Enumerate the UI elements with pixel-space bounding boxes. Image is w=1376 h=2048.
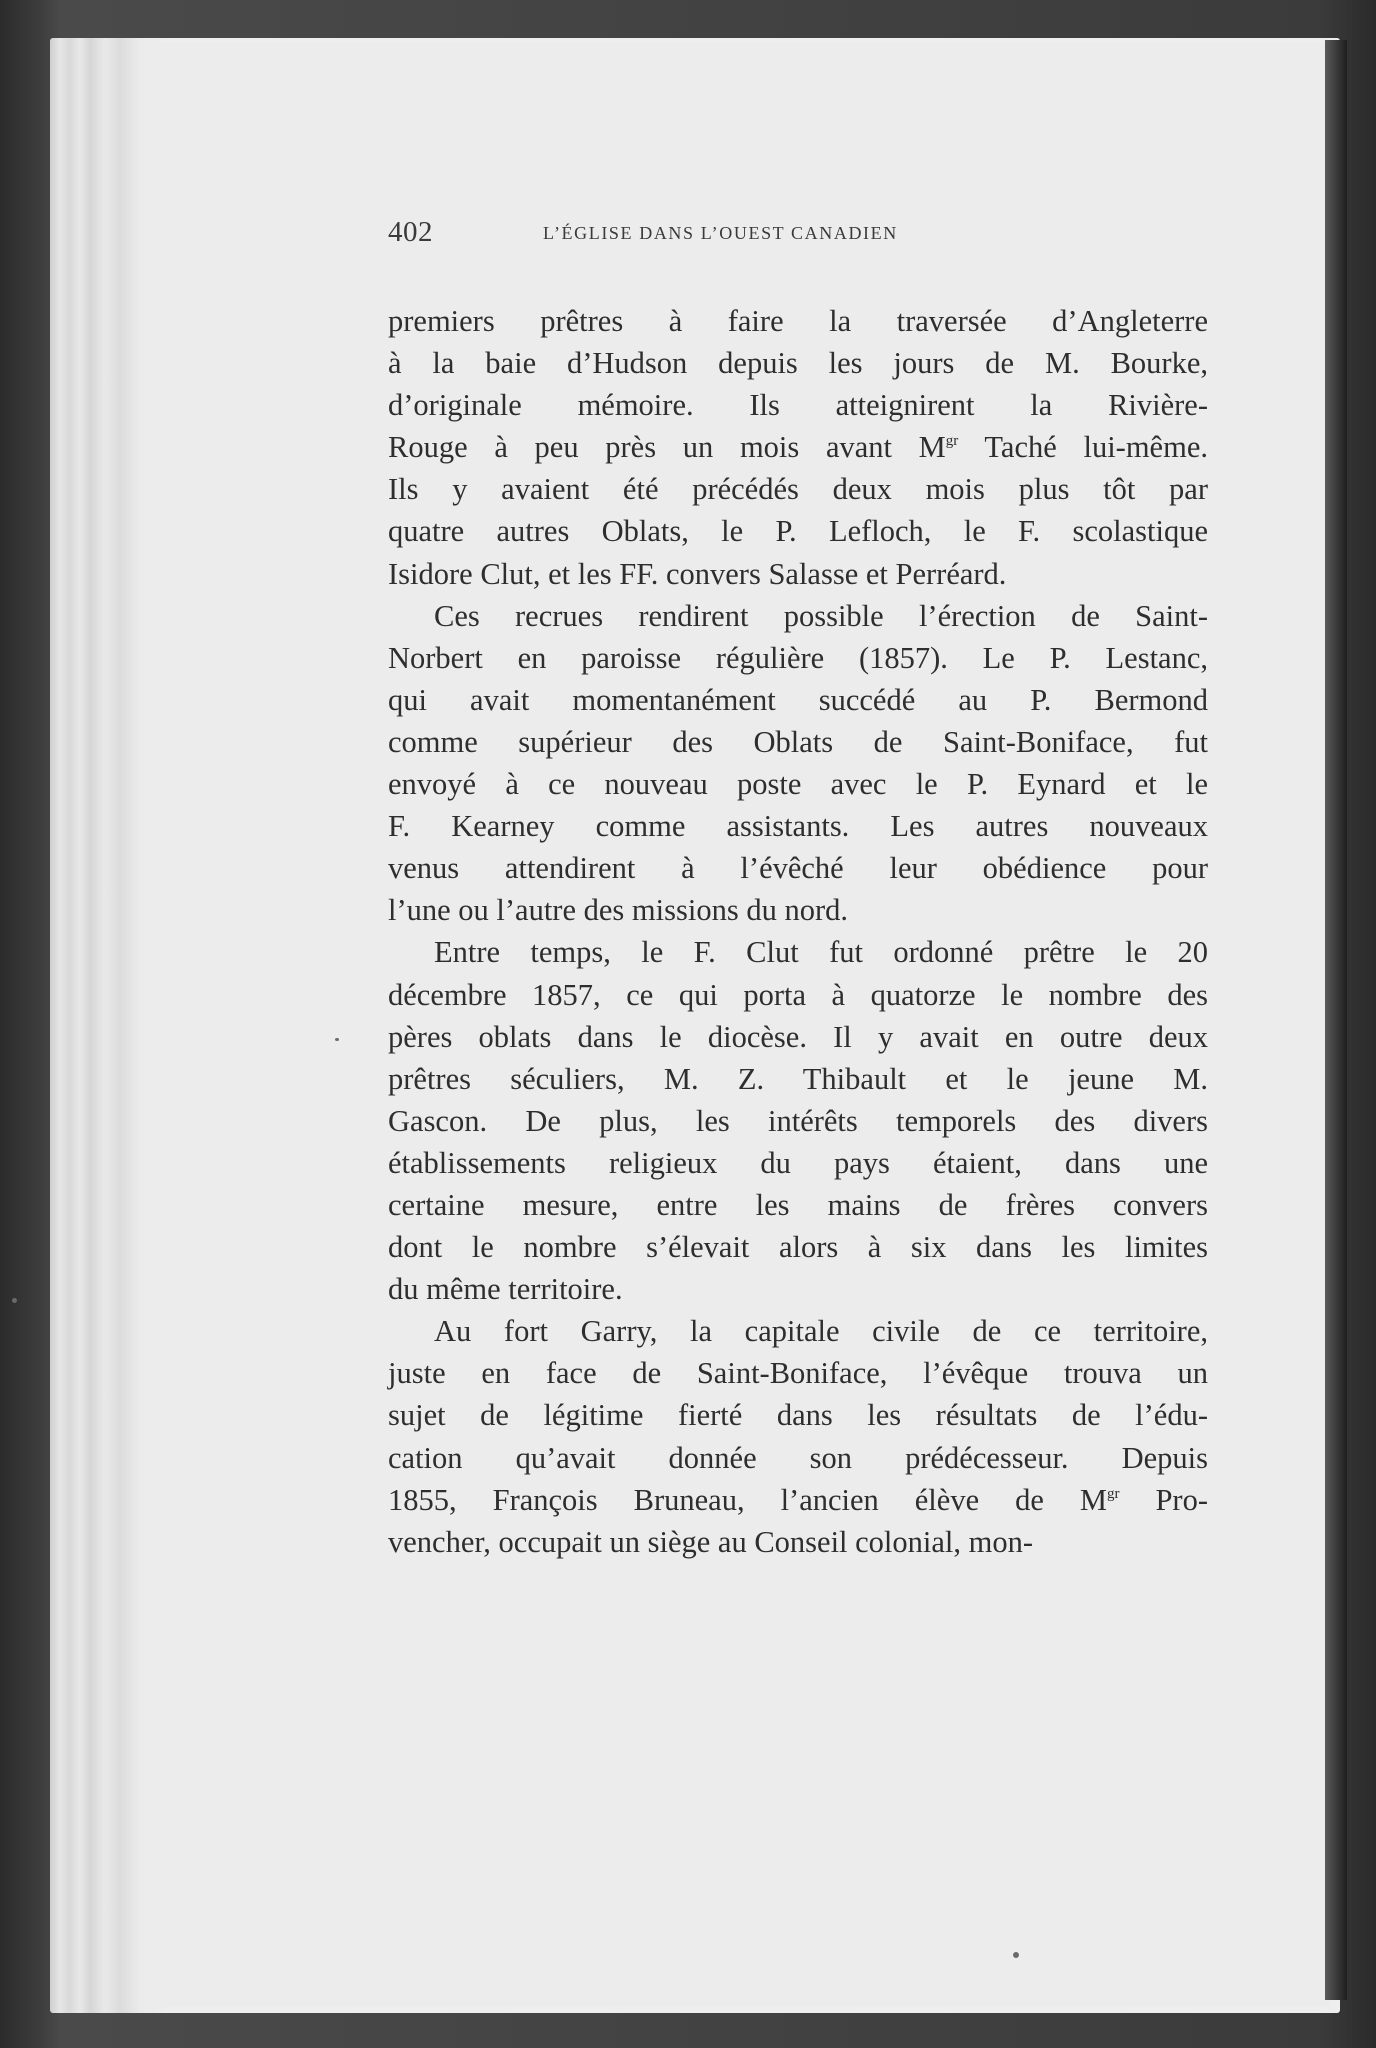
body-text	[388, 300, 1208, 1563]
text-line: décembre 1857, ce qui porta à quatorze le nombre des	[388, 977, 1208, 1012]
text-line: prêtres séculiers, M. Z. Thibault et le jeune M.	[388, 1061, 1208, 1096]
text-line: Isidore Clut, et les FF. convers Salasse et Perréard.	[388, 556, 1007, 591]
text-line: juste en face de Saint-Boniface, l’évêque trouva un	[388, 1356, 1208, 1391]
text-line: Rouge à peu près un mois avant $M^{gr}$ Taché lui-même.	[388, 430, 1208, 465]
dust-speck	[12, 1298, 17, 1303]
text-line: qui avait momentanément succédé au P. Bermond	[388, 682, 1208, 717]
page-number: 402	[388, 216, 433, 248]
text-line: F. Kearney comme assistants. Les autres nouveaux	[388, 809, 1208, 844]
text-line: dont le nombre s’élevait alors à six dans les limites	[388, 1230, 1208, 1265]
text-line: à la baie d’Hudson depuis les jours de M. Bourke,	[388, 346, 1208, 381]
text-line: Au fort Garry, la capitale civile de ce territoire,	[434, 1314, 1208, 1349]
text-line: cation qu’avait donnée son prédécesseur. Depuis	[388, 1440, 1208, 1475]
text-line: sujet de légitime fierté dans les résultats de l’édu-	[388, 1398, 1208, 1433]
text-line: du même territoire.	[388, 1272, 623, 1307]
text-line: Norbert en paroisse régulière (1857). Le P. Lestanc,	[388, 640, 1208, 675]
text-line: premiers prêtres à faire la traversée d’Angleterre	[388, 304, 1208, 338]
book-spine-shadow	[1325, 40, 1347, 2000]
text-line: certaine mesure, entre les mains de frères convers	[388, 1187, 1208, 1222]
text-line: Gascon. De plus, les intérêts temporels des divers	[388, 1103, 1208, 1138]
paragraph	[388, 595, 1208, 932]
running-header	[388, 216, 1078, 256]
text-line: Entre temps, le F. Clut fut ordonné prêtre le 20	[434, 935, 1208, 970]
text-line: quatre autres Oblats, le P. Lefloch, le F. scolastique	[388, 514, 1208, 549]
text-line: 1855, François Bruneau, l’ancien élève de $M^{gr}$ Pro-	[388, 1482, 1208, 1517]
paragraph	[388, 931, 1208, 1310]
dust-speck	[1013, 1952, 1019, 1958]
text-line: pères oblats dans le diocèse. Il y avait en outre deux	[388, 1019, 1208, 1054]
text-line: Ces recrues rendirent possible l’érection de Saint-	[434, 598, 1208, 633]
text-line: comme supérieur des Oblats de Saint-Boniface, fut	[388, 724, 1208, 759]
text-line: l’une ou l’autre des missions du nord.	[388, 893, 848, 928]
dust-speck	[335, 1038, 339, 1041]
paragraph	[388, 300, 1208, 595]
text-line: venus attendirent à l’évêché leur obédience pour	[388, 851, 1208, 886]
text-line: établissements religieux du pays étaient, dans une	[388, 1145, 1208, 1180]
paragraph	[388, 1310, 1208, 1563]
text-line: envoyé à ce nouveau poste avec le P. Eynard et le	[388, 767, 1208, 802]
text-line: Ils y avaient été précédés deux mois plus tôt par	[388, 472, 1208, 507]
text-line: vencher, occupait un siège au Conseil colonial, mon-	[388, 1524, 1034, 1559]
running-title: L’ÉGLISE DANS L’OUEST CANADIEN	[543, 223, 898, 243]
text-line: d’originale mémoire. Ils atteignirent la Rivière-	[388, 388, 1208, 423]
